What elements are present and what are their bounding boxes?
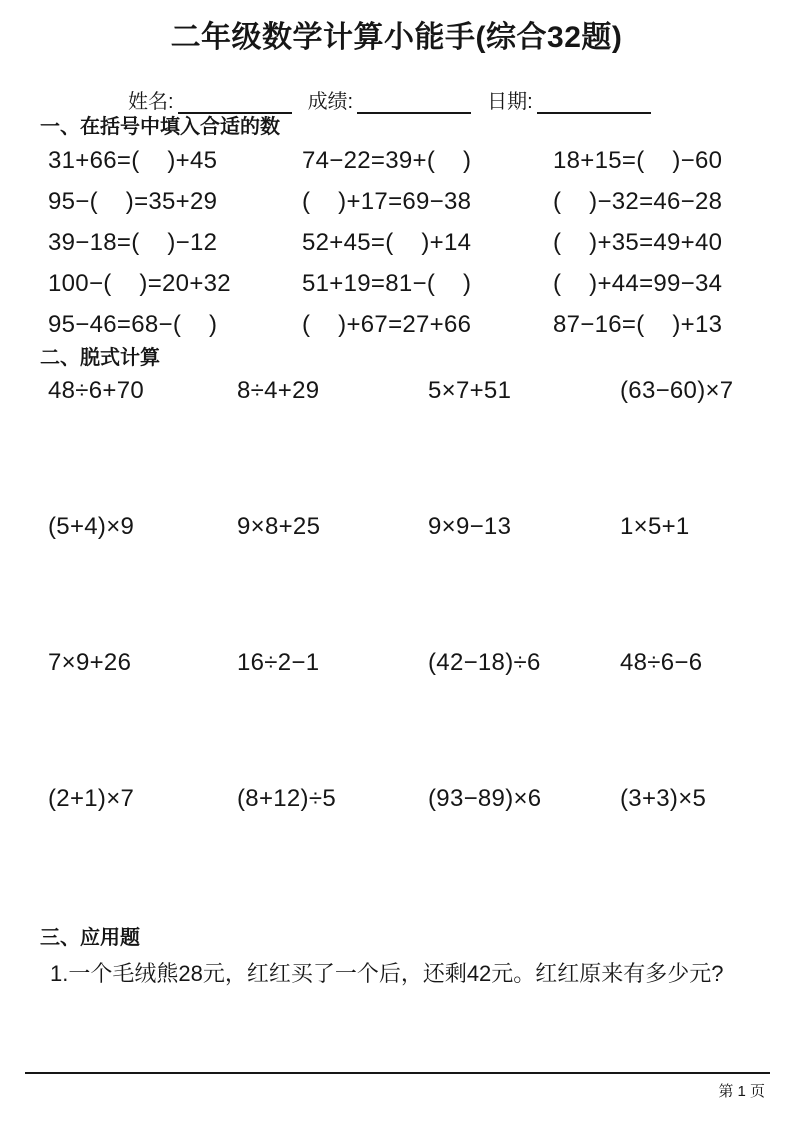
expression: 5×7+51: [428, 377, 512, 404]
section2-expressions: [0, 371, 793, 915]
expression: 8÷4+29: [237, 377, 320, 404]
fill-blank-equation: 52+45=( )+14: [302, 228, 472, 256]
expression: 16÷2−1: [237, 649, 320, 676]
date-blank: [537, 94, 651, 114]
fill-blank-equation: ( )+35=49+40: [553, 228, 723, 256]
page-number: 第 1 页: [718, 1083, 765, 1100]
page-title: 二年级数学计算小能手(综合32题): [170, 21, 623, 54]
expression-row: [48, 779, 793, 915]
expression: 48÷6+70: [48, 377, 145, 404]
name-blank: [178, 94, 292, 114]
word-problem-1: 1.一个毛绒熊28元，红红买了一个后，还剩42元。红红原来有多少元?: [50, 961, 724, 986]
expression-row: [48, 371, 793, 507]
section1-heading: 一、在括号中填入合适的数: [40, 116, 280, 138]
equation-row: [48, 304, 793, 345]
score-label: 成绩:: [307, 91, 354, 113]
fill-blank-equation: 51+19=81−( ): [302, 269, 472, 297]
fill-blank-equation: ( )−32=46−28: [553, 187, 723, 215]
fill-blank-equation: 74−22=39+( ): [302, 146, 472, 174]
fill-blank-equation: 87−16=( )+13: [553, 310, 723, 338]
equation-row: [48, 263, 793, 304]
expression: (42−18)÷6: [428, 649, 541, 676]
fill-blank-equation: 18+15=( )−60: [553, 146, 723, 174]
expression: (93−89)×6: [428, 785, 542, 812]
fill-blank-equation: 31+66=( )+45: [48, 146, 218, 174]
fill-blank-equation: 100−( )=20+32: [48, 269, 231, 297]
section2-heading: 二、脱式计算: [40, 347, 160, 369]
expression: (2+1)×7: [48, 785, 135, 812]
expression: 9×9−13: [428, 513, 512, 540]
expression: (8+12)÷5: [237, 785, 336, 812]
expression: 7×9+26: [48, 649, 132, 676]
expression: 1×5+1: [620, 513, 690, 540]
fill-blank-equation: ( )+17=69−38: [302, 187, 472, 215]
expression: (3+3)×5: [620, 785, 707, 812]
fill-blank-equation: 95−( )=35+29: [48, 187, 218, 215]
expression-row: [48, 643, 793, 779]
date-label: 日期:: [487, 91, 533, 113]
expression: (63−60)×7: [620, 377, 734, 404]
fill-blank-equation: 95−46=68−( ): [48, 310, 218, 338]
name-label: 姓名:: [128, 91, 174, 113]
expression: (5+4)×9: [48, 513, 135, 540]
section3-heading: 三、应用题: [40, 927, 140, 949]
equation-row: [48, 181, 793, 222]
score-blank: [357, 94, 471, 114]
equation-row: [48, 140, 793, 181]
fill-blank-equation: ( )+67=27+66: [302, 310, 472, 338]
equation-row: [48, 222, 793, 263]
fill-blank-equation: 39−18=( )−12: [48, 228, 218, 256]
footer-divider: [25, 1072, 770, 1074]
expression: 48÷6−6: [620, 649, 703, 676]
section1-equations: [0, 140, 793, 345]
fill-blank-equation: ( )+44=99−34: [553, 269, 723, 297]
student-info-row: [128, 88, 793, 114]
expression: 9×8+25: [237, 513, 321, 540]
expression-row: [48, 507, 793, 643]
